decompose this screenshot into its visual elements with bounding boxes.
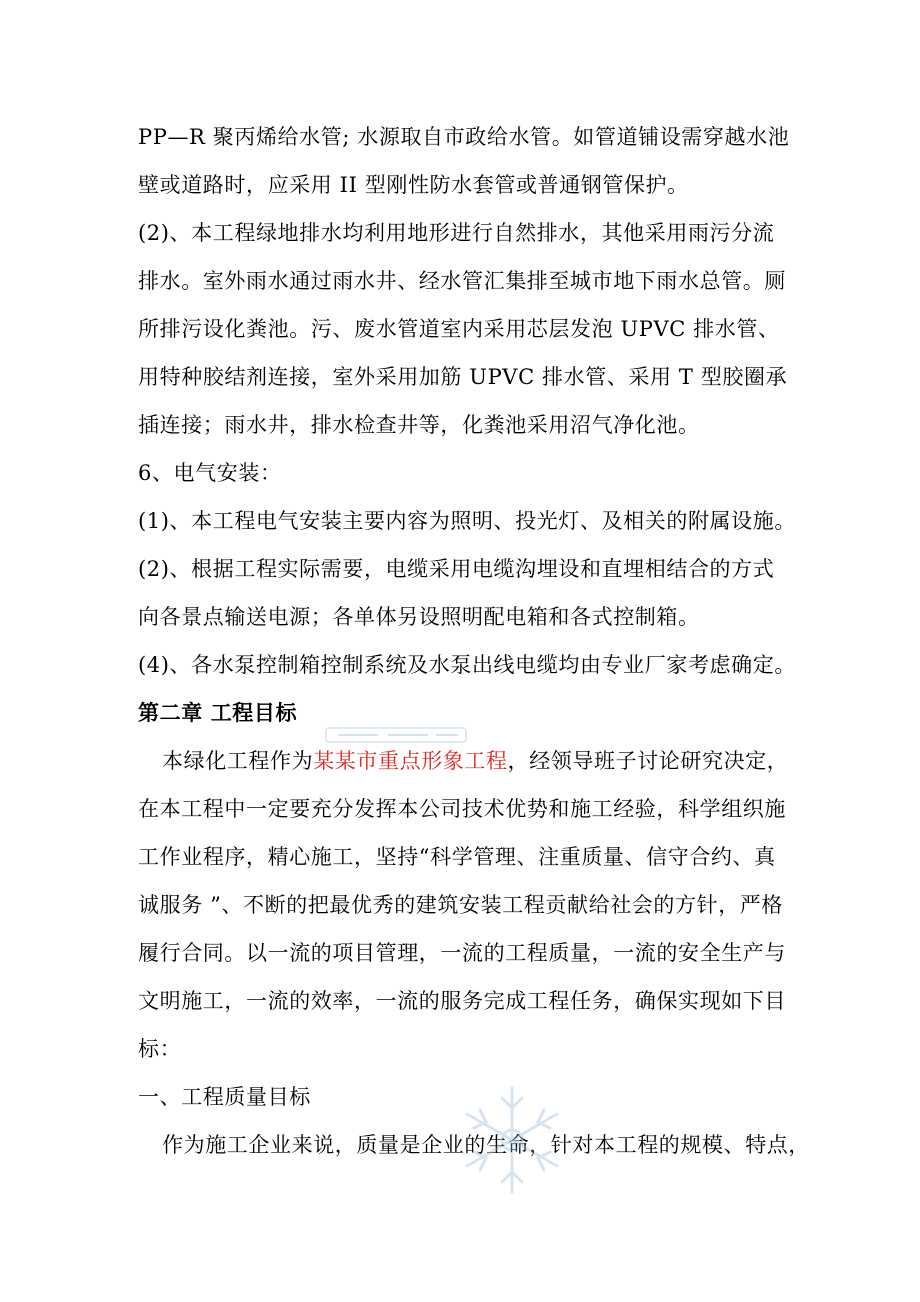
body-line-7: 插连接；雨水井，排水检查井等，化粪池采用沼气净化池。 xyxy=(138,413,700,437)
body-line-12: (4)、各水泵控制箱控制系统及水泵出线电缆均由专业厂家考虑确定。 xyxy=(138,653,796,677)
body-line-10: (2)、根据工程实际需要，电缆采用电缆沟埋设和直埋相结合的方式 xyxy=(138,557,775,581)
body-line-9: (1)、本工程电气安装主要内容为照明、投光灯、及相关的附属设施。 xyxy=(138,509,796,533)
body-line-15: 在本工程中一定要充分发挥本公司技术优势和施工经验，科学组织施 xyxy=(138,797,786,821)
body-line-4: 排水。室外雨水通过雨水井、经水管汇集排至城市地下雨水总管。厕 xyxy=(138,269,786,293)
body-line-18: 履行合同。以一流的项目管理，一流的工程质量，一流的安全生产与 xyxy=(138,941,786,965)
body-line-11: 向各景点输送电源；各单体另设照明配电箱和各式控制箱。 xyxy=(138,605,700,629)
intro-line xyxy=(162,746,788,776)
body-line-5: 所排污设化粪池。污、废水管道室内采用芯层发泡 UPVC 排水管、 xyxy=(138,317,780,341)
body-line-17: 诚服务 ”、不断的把最优秀的建筑安装工程贡献给社会的方针，严格 xyxy=(138,893,784,917)
intro-text-before: 本绿化工程作为 xyxy=(162,749,314,773)
body-line-19: 文明施工，一流的效率，一流的服务完成工程任务，确保实现如下目 xyxy=(138,989,786,1013)
snowflake-watermark-icon xyxy=(452,1080,572,1200)
highlight-project-name: 某某市重点形象工程 xyxy=(313,749,508,773)
body-line-2: 壁或道路时，应采用 II 型刚性防水套管或普通钢管保护。 xyxy=(138,173,689,197)
watermark-text-icon xyxy=(318,720,478,750)
body-line-3: (2)、本工程绿地排水均利用地形进行自然排水，其他采用雨污分流 xyxy=(138,221,775,245)
body-line-16: 工作业程序，精心施工，坚持“科学管理、注重质量、信守合约、真 xyxy=(138,845,776,869)
body-line-6: 用特种胶结剂连接，室外采用加筋 UPVC 排水管、采用 T 型胶圈承 xyxy=(138,365,788,389)
section-heading-quality: 一、工程质量目标 xyxy=(138,1085,311,1109)
intro-text-after: ，经领导班子讨论研究决定， xyxy=(507,749,789,773)
body-line-1: PP—R 聚丙烯给水管; 水源取自市政给水管。如管道铺设需穿越水池 xyxy=(138,125,790,149)
body-line-20: 标： xyxy=(138,1037,182,1061)
section-heading-electrical: 6、电气安装： xyxy=(138,461,282,485)
body-line-last: 作为施工企业来说，质量是企业的生命，针对本工程的规模、特点， xyxy=(162,1133,810,1157)
chapter-heading: 第二章 工程目标 xyxy=(138,700,298,725)
